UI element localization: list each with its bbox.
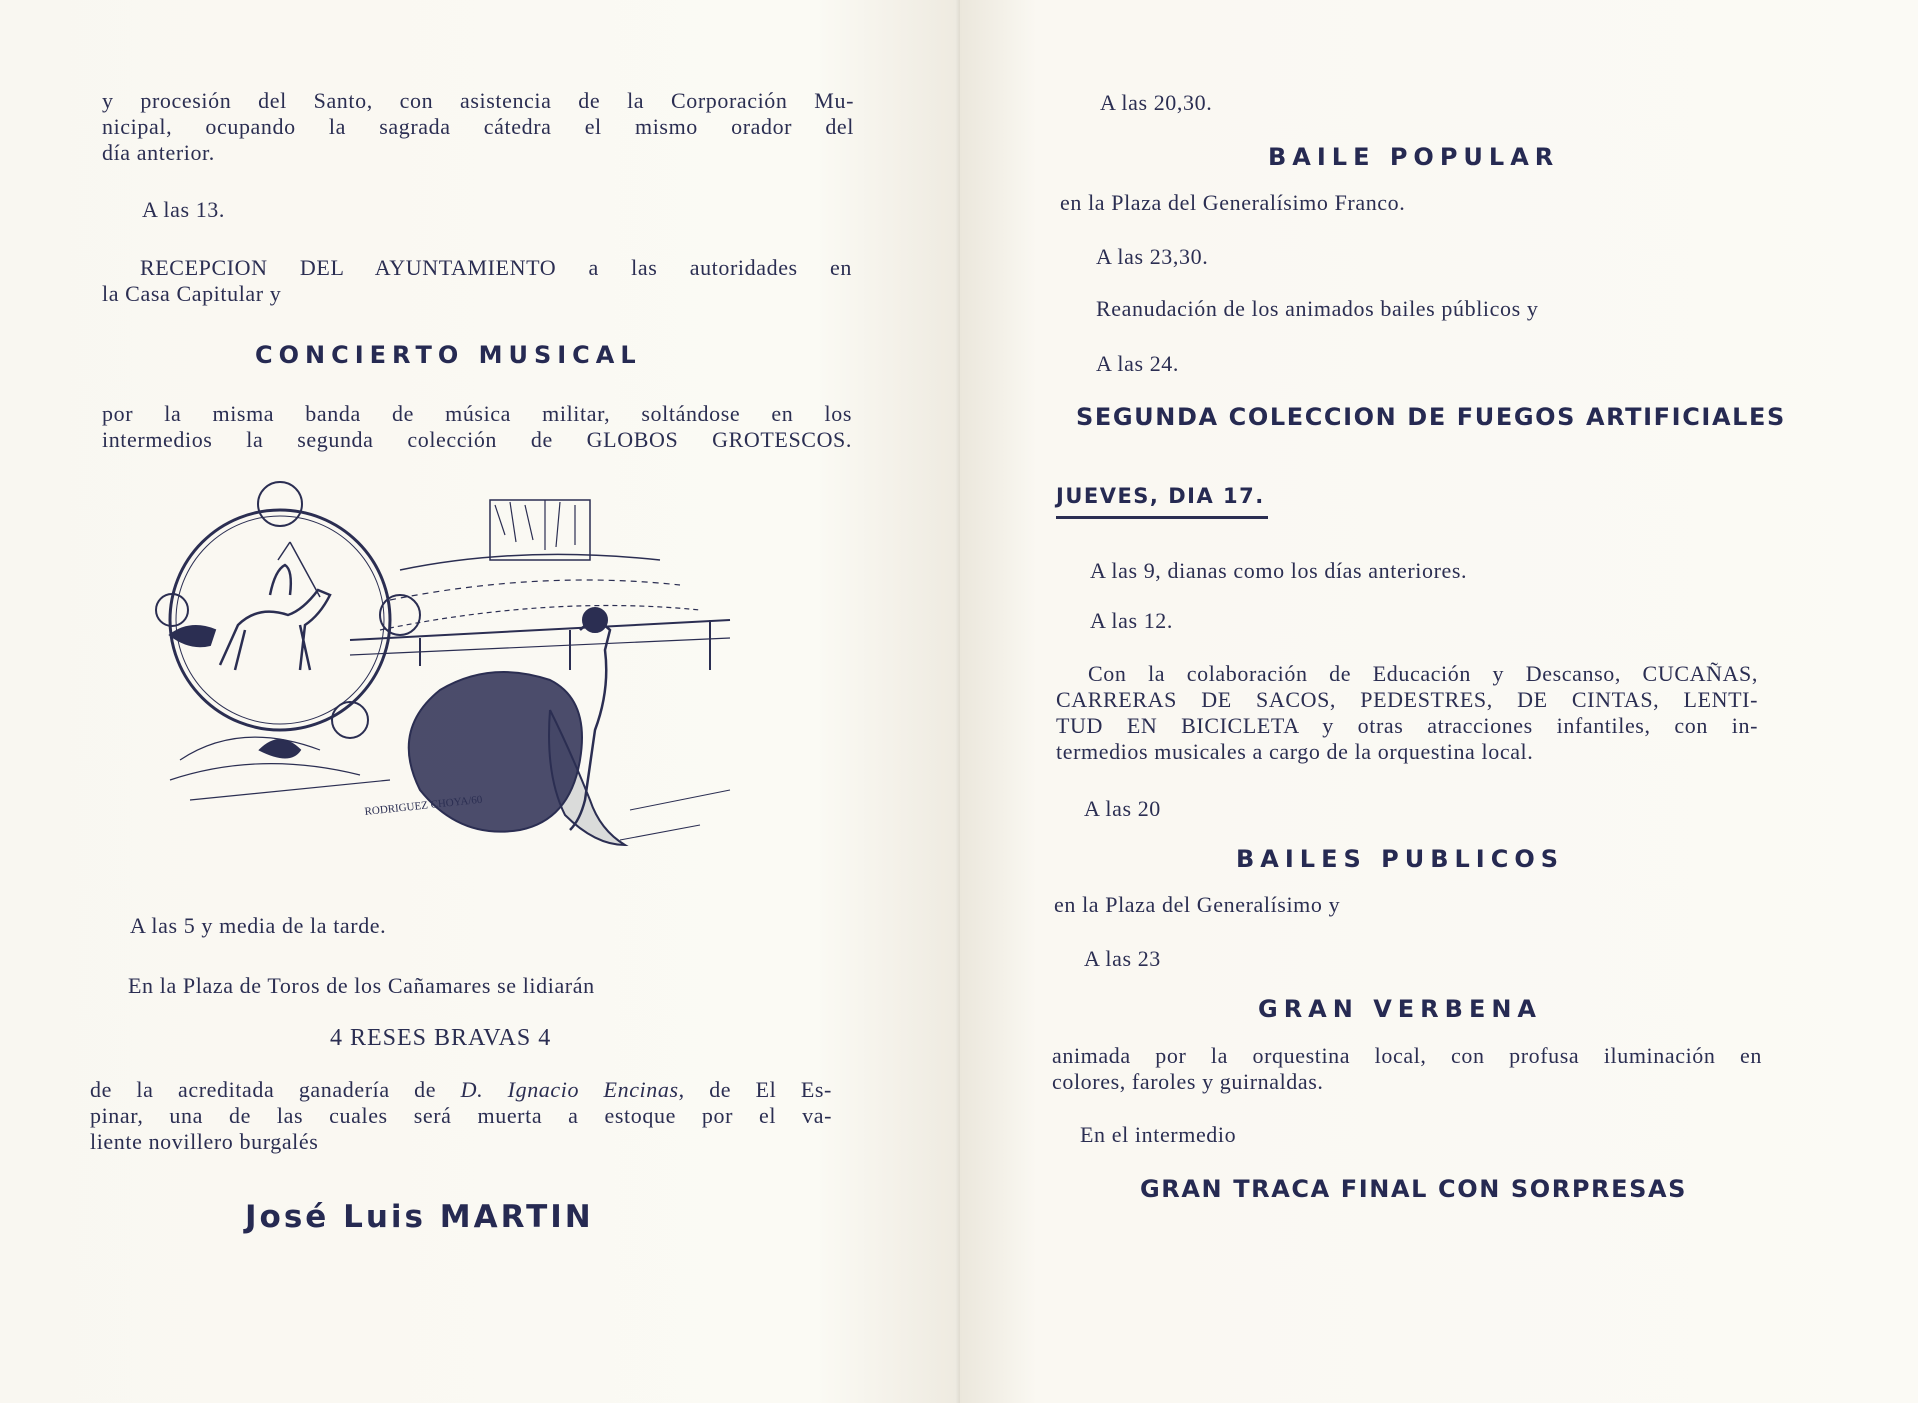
paragraph-line: Con la colaboración de Educación y Descanso, CUCAÑAS, xyxy=(1088,661,1758,686)
paragraph-line: colores, faroles y guirnaldas. xyxy=(1052,1069,1324,1094)
time-label: A las 23,30. xyxy=(1096,244,1209,269)
paragraph-line: TUD EN BICICLETA y otras atracciones infantiles, con in- xyxy=(1056,713,1758,738)
torero-name: José Luis MARTIN xyxy=(245,1199,594,1235)
paragraph-line: nicipal, ocupando la sagrada cátedra el mismo orador del xyxy=(102,114,854,139)
time-label: A las 13. xyxy=(142,197,226,222)
illustration-signature: RODRIGUEZ CHOYA/60 xyxy=(364,793,483,818)
paragraph-line: día anterior. xyxy=(102,140,215,165)
paragraph-line: En el intermedio xyxy=(1080,1122,1237,1147)
heading-bailes-publicos: BAILES PUBLICOS xyxy=(1236,845,1565,873)
heading-fuegos-artificiales: SEGUNDA COLECCION DE FUEGOS ARTIFICIALES xyxy=(1076,403,1786,431)
day-heading: JUEVES, DIA 17. xyxy=(1056,484,1265,508)
heading-baile-popular: BAILE POPULAR xyxy=(1268,143,1560,171)
heading-gran-traca: GRAN TRACA FINAL CON SORPRESAS xyxy=(1140,1175,1688,1203)
time-label: A las 24. xyxy=(1096,351,1180,376)
day-heading-underline xyxy=(1056,516,1268,519)
ganaderia-text: , de El Es- xyxy=(678,1077,832,1102)
reses-bravas-line: 4 RESES BRAVAS 4 xyxy=(330,1025,552,1051)
bullfight-illustration xyxy=(150,480,790,890)
time-label: A las 23 xyxy=(1084,946,1161,971)
paragraph-line: termedios musicales a cargo de la orquestina local. xyxy=(1056,739,1534,764)
paragraph-line: en la Plaza del Generalísimo Franco. xyxy=(1060,190,1406,215)
paragraph-line: la Casa Capitular y xyxy=(102,281,282,306)
time-label: A las 12. xyxy=(1090,608,1174,633)
paragraph-line: liente novillero burgalés xyxy=(90,1129,319,1154)
paragraph-line: en la Plaza del Generalísimo y xyxy=(1054,892,1341,917)
paragraph-line: intermedios la segunda colección de GLOBOS GROTESCOS. xyxy=(102,427,852,452)
time-label: A las 5 y media de la tarde. xyxy=(130,913,387,938)
ganaderia-name: D. Ignacio Encinas xyxy=(460,1077,679,1102)
right-page xyxy=(960,0,1918,1403)
paragraph-line: CARRERAS DE SACOS, PEDESTRES, DE CINTAS, LENTI- xyxy=(1056,687,1758,712)
ganaderia-text: de la acreditada ganadería de xyxy=(90,1077,461,1102)
paragraph-line: A las 9, dianas como los días anteriores. xyxy=(1090,558,1468,583)
heading-concierto: CONCIERTO MUSICAL xyxy=(255,341,642,369)
paragraph-line: animada por la orquestina local, con profusa iluminación en xyxy=(1052,1043,1762,1068)
paragraph-line: y procesión del Santo, con asistencia de la Corporación Mu- xyxy=(102,88,854,113)
paragraph-line: pinar, una de las cuales será muerta a estoque por el va- xyxy=(90,1103,832,1128)
paragraph-line xyxy=(90,1077,832,1103)
time-label: A las 20,30. xyxy=(1100,90,1213,115)
paragraph-line: por la misma banda de música militar, soltándose en los xyxy=(102,401,852,426)
heading-gran-verbena: GRAN VERBENA xyxy=(1258,995,1542,1023)
paragraph-line: Reanudación de los animados bailes públicos y xyxy=(1096,296,1539,321)
time-label: A las 20 xyxy=(1084,796,1161,821)
paragraph-line: En la Plaza de Toros de los Cañamares se lidiarán xyxy=(128,973,595,998)
paragraph-line: RECEPCION DEL AYUNTAMIENTO a las autoridades en xyxy=(140,255,852,280)
